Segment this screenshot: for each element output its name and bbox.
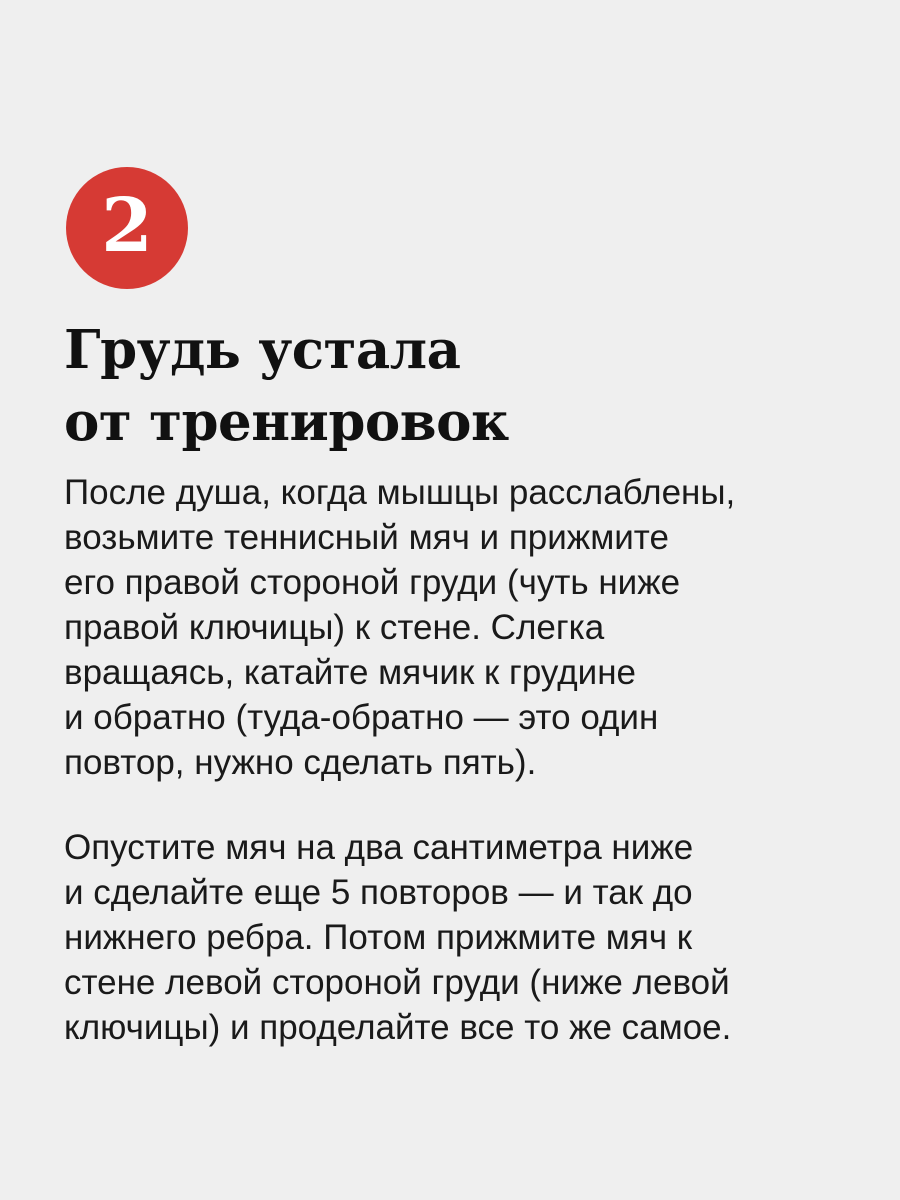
- step-number-badge: [66, 167, 188, 289]
- page-title: [64, 314, 509, 458]
- text-line: стене левой стороной груди (ниже левой: [64, 963, 730, 1002]
- text-line: правой ключицы) к стене. Слегка: [64, 608, 605, 647]
- text-line: Опустите мяч на два сантиметра ниже: [64, 828, 694, 867]
- text-line: После душа, когда мышцы расслаблены,: [64, 473, 736, 512]
- title-line: Грудь устала: [64, 319, 461, 381]
- text-line: возьмите теннисный мяч и прижмите: [64, 518, 669, 557]
- body-paragraph-1: [64, 470, 735, 785]
- text-line: нижнего ребра. Потом прижмите мяч к: [64, 918, 693, 957]
- text-line: и сделайте еще 5 повторов — и так до: [64, 873, 693, 912]
- text-line: повтор, нужно сделать пять).: [64, 743, 537, 782]
- text-line: вращаясь, катайте мячик к грудине: [64, 653, 636, 692]
- text-line: его правой стороной груди (чуть ниже: [64, 563, 681, 602]
- step-number: 2: [101, 183, 153, 269]
- text-line: ключицы) и проделайте все то же самое.: [64, 1008, 732, 1047]
- body-paragraph-2: [64, 825, 731, 1050]
- title-line: от тренировок: [64, 391, 509, 453]
- text-line: и обратно (туда-обратно — это один: [64, 698, 659, 737]
